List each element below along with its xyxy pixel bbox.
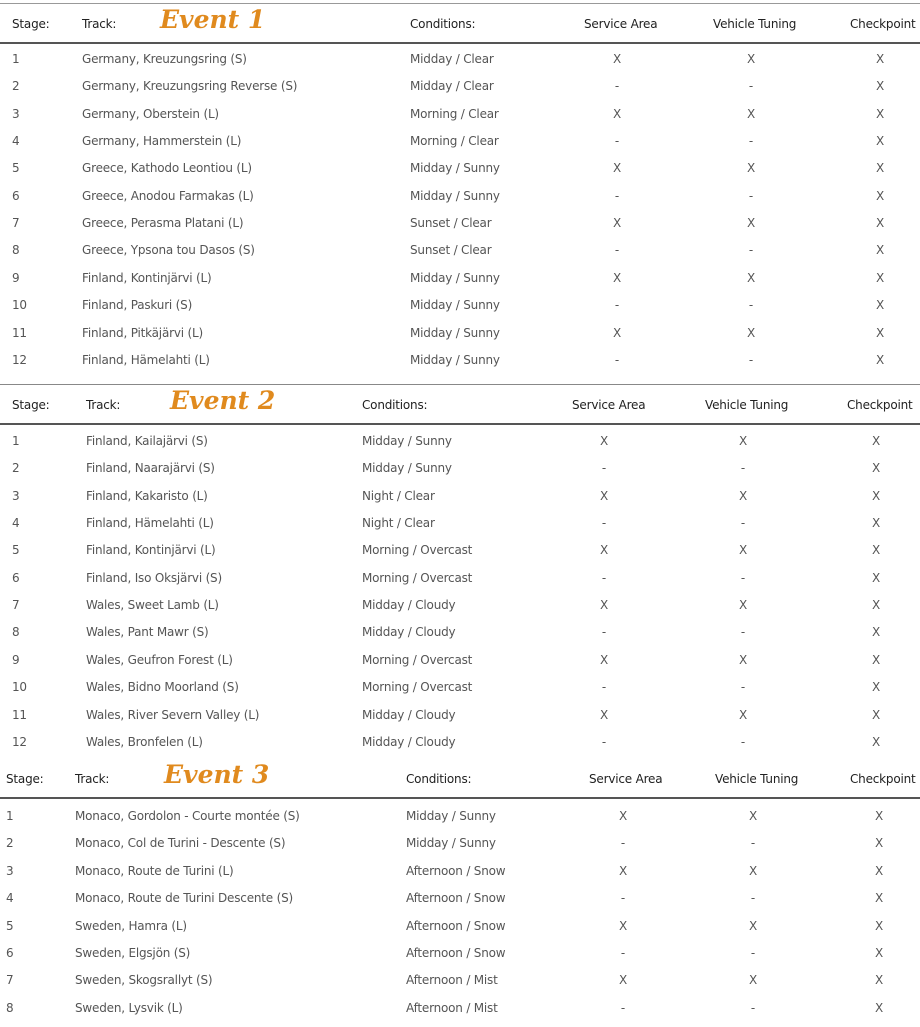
checkpoint-mark: X (875, 188, 885, 203)
table-row (0, 967, 920, 994)
track-name: Finland, Pitkäjärvi (L) (82, 325, 203, 340)
checkpoint-mark: X (871, 516, 881, 531)
conditions-value: Midday / Sunny (410, 325, 500, 340)
service-area-mark: - (601, 570, 607, 585)
header-rule (0, 42, 920, 44)
table-row (0, 265, 920, 292)
track-name: Germany, Kreuzungsring Reverse (S) (82, 79, 298, 94)
conditions-value: Morning / Overcast (362, 652, 473, 667)
vehicle-tuning-mark: X (746, 106, 756, 121)
stage-number: 3 (6, 863, 14, 878)
vehicle-tuning-mark: X (738, 434, 748, 448)
event-2-header (0, 385, 920, 425)
vehicle-tuning-mark: - (748, 188, 754, 203)
checkpoint-column-header: Checkpoint (847, 398, 913, 412)
table-row (0, 803, 920, 830)
table-row (0, 347, 920, 374)
track-name: Greece, Kathodo Leontiou (L) (82, 161, 252, 176)
service-area-mark: - (601, 625, 607, 640)
track-name: Germany, Hammerstein (L) (82, 134, 242, 149)
vehicle-tuning-mark: X (748, 973, 758, 988)
service-area-column-header: Service Area (589, 772, 663, 786)
stage-column-header: Stage: (12, 398, 50, 412)
conditions-value: Midday / Sunny (410, 188, 500, 203)
track-name: Finland, Kakaristo (L) (86, 488, 208, 503)
stage-number: 10 (12, 298, 27, 313)
table-row (0, 565, 920, 592)
conditions-value: Afternoon / Mist (406, 973, 498, 988)
table-row (0, 73, 920, 100)
conditions-value: Midday / Cloudy (362, 598, 456, 613)
service-area-mark: - (601, 461, 607, 476)
stage-number: 2 (12, 461, 20, 476)
stage-number: 3 (12, 106, 20, 121)
checkpoint-mark: X (871, 434, 881, 448)
conditions-value: Midday / Sunny (410, 352, 500, 367)
table-row (0, 210, 920, 237)
stage-number: 11 (12, 707, 27, 722)
track-name: Finland, Kontinjärvi (L) (86, 543, 216, 558)
checkpoint-mark: X (871, 570, 881, 585)
vehicle-tuning-mark: - (750, 836, 756, 851)
checkpoint-mark: X (874, 836, 884, 851)
service-area-mark: X (612, 161, 622, 176)
stage-number: 3 (12, 488, 20, 503)
stage-number: 12 (12, 352, 27, 367)
vehicle-tuning-mark: X (748, 863, 758, 878)
track-name: Monaco, Route de Turini Descente (S) (75, 891, 293, 906)
table-row (0, 320, 920, 347)
stage-number: 6 (12, 570, 20, 585)
stage-number: 4 (12, 516, 20, 531)
conditions-column-header: Conditions: (362, 398, 428, 412)
checkpoint-mark: X (871, 625, 881, 640)
vehicle-tuning-mark: - (748, 243, 754, 258)
table-row (0, 885, 920, 912)
stage-number: 2 (6, 836, 14, 851)
track-name: Greece, Anodou Farmakas (L) (82, 188, 254, 203)
service-area-mark: X (599, 707, 609, 722)
service-area-mark: - (601, 734, 607, 749)
table-row (0, 858, 920, 885)
conditions-value: Night / Clear (362, 516, 435, 531)
conditions-value: Morning / Overcast (362, 543, 473, 558)
conditions-value: Sunset / Clear (410, 243, 492, 258)
track-name: Sweden, Hamra (L) (75, 918, 187, 933)
service-area-mark: - (614, 79, 620, 94)
checkpoint-mark: X (875, 352, 885, 367)
track-name: Wales, Bidno Moorland (S) (86, 680, 239, 695)
track-name: Sweden, Skogsrallyt (S) (75, 973, 213, 988)
stage-number: 5 (12, 543, 20, 558)
service-area-mark: X (599, 598, 609, 613)
track-name: Finland, Paskuri (S) (82, 298, 193, 313)
conditions-value: Midday / Clear (410, 79, 494, 94)
service-area-mark: X (599, 434, 609, 448)
vehicle-tuning-mark: X (746, 270, 756, 285)
table-row (0, 428, 920, 455)
event-3-title: Event 3 (164, 760, 270, 789)
table-row (0, 292, 920, 319)
checkpoint-mark: X (875, 270, 885, 285)
track-name: Wales, Sweet Lamb (L) (86, 598, 219, 613)
vehicle-tuning-mark: X (738, 598, 748, 613)
stage-column-header: Stage: (12, 17, 50, 31)
stage-number: 1 (12, 52, 20, 66)
vehicle-tuning-mark: X (738, 707, 748, 722)
track-name: Monaco, Col de Turini - Descente (S) (75, 836, 286, 851)
track-name: Monaco, Gordolon - Courte montée (S) (75, 809, 300, 823)
service-area-mark: X (599, 652, 609, 667)
stage-number: 7 (6, 973, 14, 988)
conditions-column-header: Conditions: (406, 772, 472, 786)
vehicle-tuning-mark: - (740, 680, 746, 695)
service-area-mark: - (620, 836, 626, 851)
track-column-header: Track: (82, 17, 117, 31)
vehicle-tuning-mark: - (750, 1000, 756, 1015)
conditions-value: Midday / Sunny (410, 298, 500, 313)
checkpoint-mark: X (875, 79, 885, 94)
event-2-title: Event 2 (170, 386, 276, 415)
table-row (0, 940, 920, 967)
table-row (0, 729, 920, 756)
track-name: Wales, River Severn Valley (L) (86, 707, 260, 722)
table-row (0, 101, 920, 128)
conditions-value: Afternoon / Snow (406, 918, 506, 933)
conditions-column-header: Conditions: (410, 17, 476, 31)
track-name: Germany, Kreuzungsring (S) (82, 52, 247, 66)
conditions-value: Midday / Clear (410, 52, 494, 66)
conditions-value: Afternoon / Snow (406, 891, 506, 906)
track-name: Wales, Bronfelen (L) (86, 734, 203, 749)
stage-number: 4 (6, 891, 14, 906)
table-row (0, 913, 920, 940)
table-row (0, 592, 920, 619)
checkpoint-mark: X (875, 106, 885, 121)
track-name: Germany, Oberstein (L) (82, 106, 219, 121)
stage-number: 5 (12, 161, 20, 176)
vehicle-tuning-mark: X (746, 52, 756, 66)
conditions-value: Morning / Overcast (362, 680, 473, 695)
service-area-mark: X (612, 325, 622, 340)
conditions-value: Midday / Sunny (410, 161, 500, 176)
checkpoint-mark: X (874, 946, 884, 960)
conditions-value: Sunset / Clear (410, 216, 492, 231)
stage-number: 7 (12, 216, 20, 231)
track-name: Finland, Kontinjärvi (L) (82, 270, 212, 285)
stage-number: 2 (12, 79, 20, 94)
service-area-mark: X (612, 106, 622, 121)
track-name: Monaco, Route de Turini (L) (75, 863, 234, 878)
checkpoint-mark: X (871, 680, 881, 695)
table-row (0, 483, 920, 510)
service-area-mark: - (614, 298, 620, 313)
table-row (0, 455, 920, 482)
table-row (0, 128, 920, 155)
checkpoint-mark: X (875, 161, 885, 176)
stage-number: 6 (6, 946, 14, 960)
event-1-title: Event 1 (160, 5, 266, 34)
conditions-value: Midday / Cloudy (362, 734, 456, 749)
vehicle-tuning-mark: X (738, 488, 748, 503)
vehicle-tuning-mark: - (740, 461, 746, 476)
service-area-mark: - (620, 946, 626, 960)
vehicle-tuning-mark: - (740, 570, 746, 585)
vehicle-tuning-column-header: Vehicle Tuning (715, 772, 799, 786)
conditions-value: Afternoon / Snow (406, 946, 506, 960)
vehicle-tuning-mark: X (746, 216, 756, 231)
table-row (0, 183, 920, 210)
service-area-mark: - (614, 134, 620, 149)
track-name: Finland, Hämelahti (L) (86, 516, 214, 531)
track-name: Greece, Perasma Platani (L) (82, 216, 244, 231)
vehicle-tuning-mark: X (738, 543, 748, 558)
vehicle-tuning-mark: - (740, 625, 746, 640)
vehicle-tuning-mark: - (748, 298, 754, 313)
service-area-mark: X (618, 863, 628, 878)
track-name: Wales, Geufron Forest (L) (86, 652, 233, 667)
stage-number: 9 (12, 270, 20, 285)
service-area-mark: - (601, 516, 607, 531)
checkpoint-mark: X (871, 734, 881, 749)
checkpoint-mark: X (871, 488, 881, 503)
table-row (0, 830, 920, 857)
conditions-value: Midday / Cloudy (362, 625, 456, 640)
conditions-value: Morning / Clear (410, 134, 499, 149)
table-row (0, 647, 920, 674)
track-name: Finland, Hämelahti (L) (82, 352, 210, 367)
conditions-value: Night / Clear (362, 488, 435, 503)
conditions-value: Midday / Cloudy (362, 707, 456, 722)
checkpoint-mark: X (874, 809, 884, 823)
service-area-mark: X (612, 270, 622, 285)
service-area-mark: - (620, 891, 626, 906)
service-area-mark: - (614, 243, 620, 258)
table-row (0, 702, 920, 729)
vehicle-tuning-mark: X (748, 918, 758, 933)
service-area-mark: - (614, 188, 620, 203)
service-area-mark: X (612, 52, 622, 66)
checkpoint-mark: X (874, 1000, 884, 1015)
service-area-mark: X (599, 488, 609, 503)
table-row (0, 537, 920, 564)
header-rule (0, 423, 920, 425)
conditions-value: Afternoon / Mist (406, 1000, 498, 1015)
vehicle-tuning-mark: - (750, 946, 756, 960)
conditions-value: Midday / Sunny (362, 434, 452, 448)
service-area-mark: X (618, 918, 628, 933)
stage-number: 8 (12, 243, 20, 258)
service-area-mark: - (601, 680, 607, 695)
conditions-value: Midday / Sunny (406, 809, 496, 823)
track-name: Sweden, Lysvik (L) (75, 1000, 183, 1015)
event-1-header (0, 4, 920, 44)
track-name: Finland, Iso Oksjärvi (S) (86, 570, 222, 585)
checkpoint-mark: X (871, 652, 881, 667)
stage-number: 12 (12, 734, 27, 749)
table-row (0, 995, 920, 1022)
stage-number: 4 (12, 134, 20, 149)
conditions-value: Midday / Sunny (410, 270, 500, 285)
table-row (0, 510, 920, 537)
checkpoint-mark: X (871, 598, 881, 613)
checkpoint-column-header: Checkpoint (850, 17, 916, 31)
checkpoint-mark: X (874, 863, 884, 878)
stage-number: 1 (12, 434, 20, 448)
track-name: Finland, Kailajärvi (S) (86, 434, 208, 448)
checkpoint-mark: X (871, 707, 881, 722)
checkpoint-mark: X (875, 134, 885, 149)
conditions-value: Midday / Sunny (406, 836, 496, 851)
track-name: Greece, Ypsona tou Dasos (S) (82, 243, 255, 258)
table-row (0, 46, 920, 73)
vehicle-tuning-mark: - (748, 352, 754, 367)
stage-number: 8 (6, 1000, 14, 1015)
conditions-value: Midday / Sunny (362, 461, 452, 476)
stage-number: 9 (12, 652, 20, 667)
checkpoint-mark: X (875, 325, 885, 340)
vehicle-tuning-mark: X (746, 325, 756, 340)
service-area-mark: X (618, 809, 628, 823)
track-name: Sweden, Elgsjön (S) (75, 946, 191, 960)
vehicle-tuning-mark: - (748, 134, 754, 149)
track-column-header: Track: (86, 398, 121, 412)
checkpoint-mark: X (871, 543, 881, 558)
service-area-mark: X (618, 973, 628, 988)
vehicle-tuning-mark: - (748, 79, 754, 94)
track-column-header: Track: (75, 772, 110, 786)
stage-number: 6 (12, 188, 20, 203)
checkpoint-mark: X (874, 918, 884, 933)
service-area-mark: X (612, 216, 622, 231)
vehicle-tuning-mark: X (746, 161, 756, 176)
table-row (0, 155, 920, 182)
header-rule (0, 797, 920, 799)
service-area-mark: - (620, 1000, 626, 1015)
service-area-mark: - (614, 352, 620, 367)
checkpoint-mark: X (875, 298, 885, 313)
vehicle-tuning-mark: X (748, 809, 758, 823)
stage-number: 8 (12, 625, 20, 640)
checkpoint-mark: X (875, 52, 885, 66)
service-area-column-header: Service Area (572, 398, 646, 412)
checkpoint-mark: X (874, 891, 884, 906)
table-row (0, 619, 920, 646)
conditions-value: Morning / Clear (410, 106, 499, 121)
vehicle-tuning-mark: X (738, 652, 748, 667)
vehicle-tuning-column-header: Vehicle Tuning (713, 17, 797, 31)
track-name: Finland, Naarajärvi (S) (86, 461, 215, 476)
vehicle-tuning-mark: - (750, 891, 756, 906)
vehicle-tuning-column-header: Vehicle Tuning (705, 398, 789, 412)
table-row (0, 674, 920, 701)
checkpoint-mark: X (875, 243, 885, 258)
stage-number: 5 (6, 918, 14, 933)
conditions-value: Afternoon / Snow (406, 863, 506, 878)
stage-number: 10 (12, 680, 27, 695)
service-area-mark: X (599, 543, 609, 558)
stage-column-header: Stage: (6, 772, 44, 786)
conditions-value: Morning / Overcast (362, 570, 473, 585)
stage-number: 1 (6, 809, 14, 823)
checkpoint-column-header: Checkpoint (850, 772, 916, 786)
vehicle-tuning-mark: - (740, 516, 746, 531)
checkpoint-mark: X (874, 973, 884, 988)
table-row (0, 237, 920, 264)
stage-number: 11 (12, 325, 27, 340)
stage-number: 7 (12, 598, 20, 613)
checkpoint-mark: X (875, 216, 885, 231)
service-area-column-header: Service Area (584, 17, 658, 31)
checkpoint-mark: X (871, 461, 881, 476)
track-name: Wales, Pant Mawr (S) (86, 625, 209, 640)
event-3-header (0, 759, 920, 799)
vehicle-tuning-mark: - (740, 734, 746, 749)
